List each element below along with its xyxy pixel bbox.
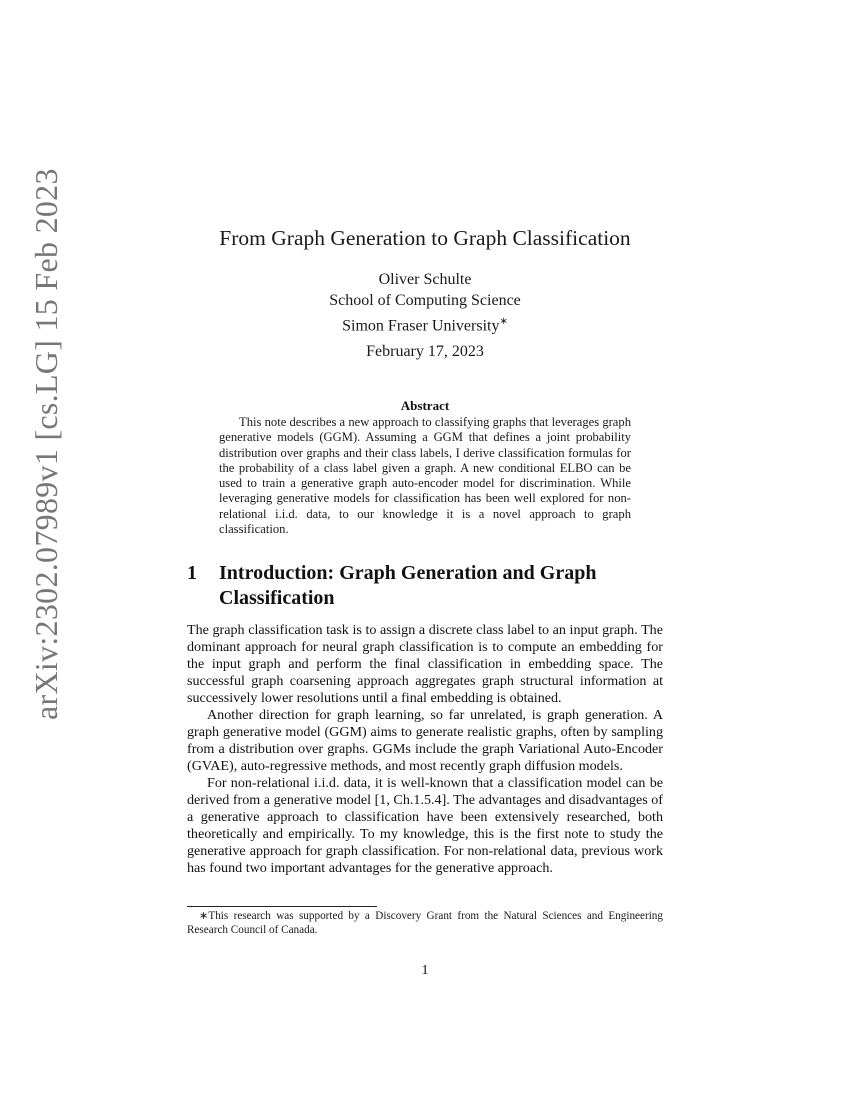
author-block — [225, 269, 625, 336]
body-text — [187, 622, 663, 877]
author-affiliation-line — [225, 311, 625, 336]
footnote: ∗This research was supported by a Discovery Grant from the Natural Sciences and Engineering Research Council of Canada. — [187, 910, 663, 936]
paragraph: The graph classification task is to assign a discrete class label to an input graph. The dominant approach for neural graph classification is to compute an embedding for the input graph and perform the final classification in embedding space. The successful graph coarsening approach aggregates graph structural information at successively lower resolutions until a final embedding is obtained. — [187, 622, 663, 706]
page-number: 1 — [421, 963, 429, 978]
affiliation-footnote-mark: ∗ — [499, 316, 508, 327]
abstract-heading: Abstract — [400, 398, 450, 413]
footnote-rule — [187, 906, 377, 907]
paper-title: From Graph Generation to Graph Classification — [219, 226, 631, 250]
author-department: School of Computing Science — [329, 292, 521, 309]
section-number: 1 — [187, 562, 197, 584]
paper-date: February 17, 2023 — [366, 343, 484, 360]
section-title: Introduction: Graph Generation and Graph Classification — [219, 562, 597, 609]
arxiv-identifier-stamp: arXiv:2302.07989v1 [cs.LG] 15 Feb 2023 — [28, 168, 64, 720]
abstract-text: This note describes a new approach to classifying graphs that leverages graph generative models (GGM). Assuming a GGM that defines a joint probability distribution over graphs and their class labels, I derive classification formulas for the probability of a class label given a graph. A new conditional ELBO can be used to train a generative graph auto-encoder model for discrimination. While leveraging generative models for classification has been well explored for non-relational i.i.d. data, to our knowledge it is a novel approach to graph classification. — [219, 415, 631, 537]
author-affiliation: Simon Fraser University — [342, 317, 500, 335]
author-name: Oliver Schulte — [378, 271, 472, 288]
paragraph: For non-relational i.i.d. data, it is well-known that a classification model can be derived from a generative model [1, Ch.1.5.4]. The advantages and disadvantages of a generative approach to classification have been extensively researched, both theoretically and empirically. To my knowledge, this is the first note to study the generative approach for graph classification. For non-relational data, previous work has found two important advantages for the generative approach. — [187, 775, 663, 876]
paragraph: Another direction for graph learning, so far unrelated, is graph generation. A graph generative model (GGM) aims to generate realistic graphs, often by sampling from a distribution over graphs. GGMs include the graph Variational Auto-Encoder (GVAE), auto-regressive methods, and most recently graph diffusion models. — [187, 707, 663, 774]
